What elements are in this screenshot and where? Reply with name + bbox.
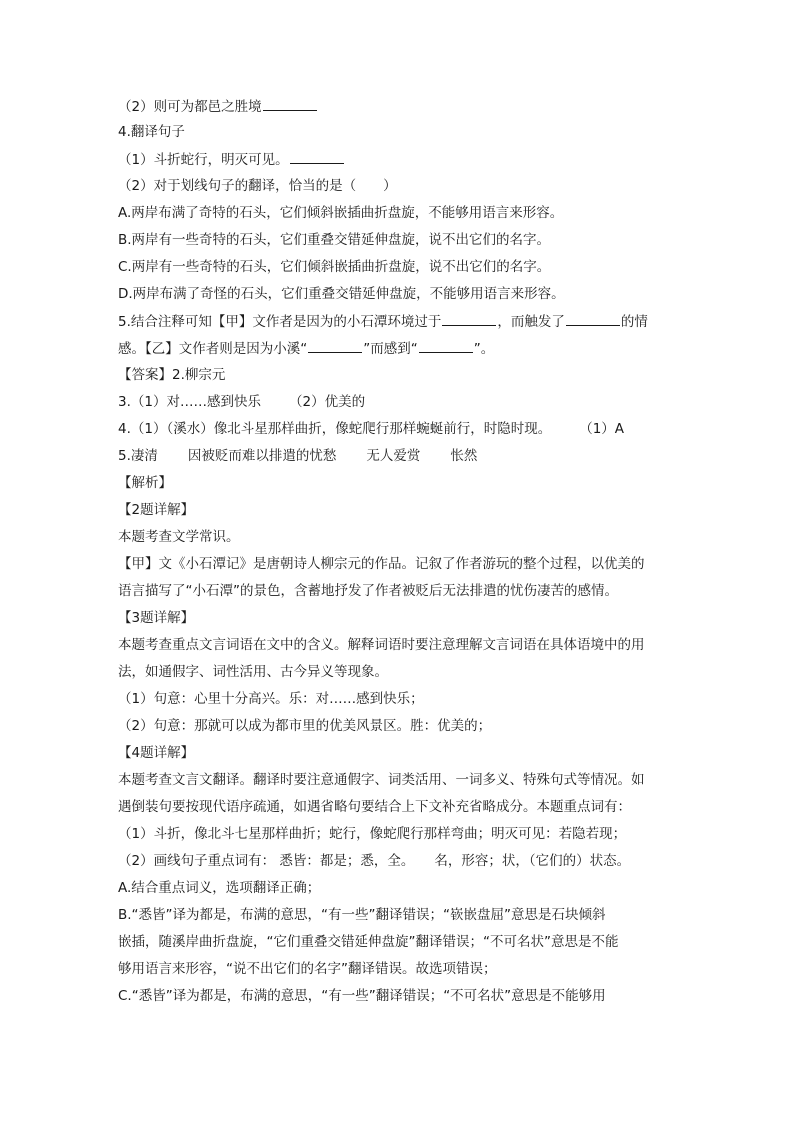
answer-blank (442, 312, 496, 326)
answer-4: 4.（1）（溪水）像北斗星那样曲折，像蛇爬行那样蜿蜒前行，时隐时现。 （1）A (118, 421, 625, 437)
detail-4-text: 本题考查文言文翻译。翻译时要注意通假字、词类活用、一词多义、特殊句式等情况。如 (118, 772, 645, 788)
detail-4-text: A.结合重点词义，选项翻译正确； (118, 880, 321, 896)
question-4-2: （2）对于划线句子的翻译，恰当的是（ ） (118, 178, 397, 194)
answer-5: 5.凄清 因被贬而难以排遣的忧愁 无人爱赏 怅然 (118, 448, 478, 464)
detail-4-text: （2）画线句子重点词有： 悉皆：都是；悉，全。 名，形容；状，（它们的）状态。 (118, 853, 631, 869)
detail-3-heading: 【3题详解】 (118, 610, 195, 626)
question-4-1: （1）斗折蛇行，明灭可见。 (118, 150, 678, 168)
question-3-2: （2）则可为都邑之胜境 (118, 97, 678, 115)
answer-blank (419, 339, 473, 353)
answer-heading: 【答案】2.柳宗元 (118, 367, 226, 383)
answer-blank (290, 150, 344, 164)
answer-blank (263, 97, 317, 111)
option-c: C.两岸有一些奇特的石头，它们倾斜嵌插曲折盘旋，说不出它们的名字。 (118, 259, 551, 275)
detail-4-text: C.“悉皆”译为都是，布满的意思，“有一些”翻译错误；“不可名状”意思是不能够用 (118, 988, 606, 1004)
detail-4-text: （1）斗折，像北斗七星那样曲折；蛇行，像蛇爬行那样弯曲；明灭可见：若隐若现； (118, 826, 627, 842)
detail-3-text: （2）句意：那就可以成为都市里的优美风景区。胜：优美的； (118, 718, 492, 734)
detail-2-text: 【甲】文《小石潭记》是唐朝诗人柳宗元的作品。记叙了作者游玩的整个过程，以优美的 (118, 556, 645, 572)
detail-4-text: 够用语言来形容，“说不出它们的名字”翻译错误。故选项错误； (118, 961, 497, 977)
option-b: B.两岸有一些奇特的石头，它们重叠交错延伸盘旋，说不出它们的名字。 (118, 232, 551, 248)
detail-2-text: 语言描写了“小石潭”的景色，含蓄地抒发了作者被贬后无法排遣的忧伤凄苦的感情。 (118, 583, 618, 599)
detail-2-text: 本题考查文学常识。 (118, 529, 240, 545)
detail-4-heading: 【4题详解】 (118, 745, 195, 761)
question-5-line-2: 感。【乙】文作者则是因为小溪“ ”而感到“ ”。 (118, 341, 495, 357)
question-4-title: 4.翻译句子 (118, 124, 185, 140)
detail-3-text: 法，如通假字、词性活用、古今异义等现象。 (118, 664, 388, 680)
detail-2-heading: 【2题详解】 (118, 502, 195, 518)
option-d: D.两岸布满了奇怪的石头，它们重叠交错延伸盘旋，不能够用语言来形容。 (118, 286, 565, 302)
question-5-line-1: 5.结合注释可知【甲】文作者是因为的小石潭环境过于 ，而触发了 的情 (118, 314, 648, 330)
option-a: A.两岸布满了奇特的石头，它们倾斜嵌插曲折盘旋，不能够用语言来形容。 (118, 205, 564, 221)
detail-3-text: （1）句意：心里十分高兴。乐：对……感到快乐； (118, 691, 424, 707)
detail-4-text: 遇倒装句要按现代语序疏通，如遇省略句要结合上下文补充省略成分。本题重点词有： (118, 799, 631, 815)
answer-blank (308, 339, 362, 353)
detail-3-text: 本题考查重点文言词语在文中的含义。解释词语时要注意理解文言词语在具体语境中的用 (118, 637, 645, 653)
answer-3: 3.（1）对……感到快乐 （2）优美的 (118, 394, 366, 410)
analysis-heading: 【解析】 (118, 475, 172, 491)
answer-blank (566, 312, 620, 326)
detail-4-text: 嵌插，随溪岸曲折盘旋，“它们重叠交错延伸盘旋”翻译错误；“不可名状”意思是不能 (118, 934, 619, 950)
detail-4-text: B.“悉皆”译为都是，布满的意思，“有一些”翻译错误；“嵚嵌盘屈”意思是石块倾斜 (118, 907, 606, 923)
